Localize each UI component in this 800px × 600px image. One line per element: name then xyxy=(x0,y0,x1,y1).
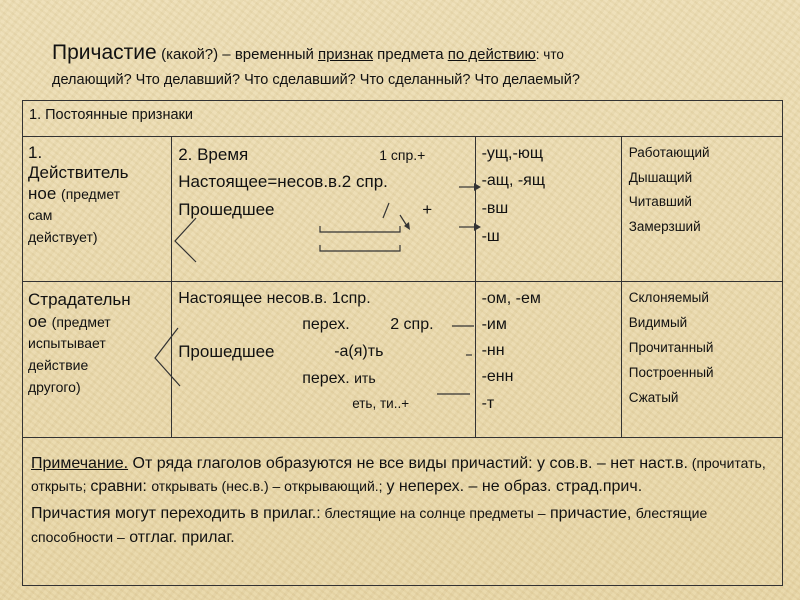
passive-past: Прошедшее xyxy=(178,342,275,361)
active-example-1: Работающий xyxy=(628,145,710,160)
table-row-active xyxy=(23,137,783,282)
cell-passive-category xyxy=(23,282,172,438)
active-example-2: Дышащий xyxy=(628,170,693,185)
title-po-deystviyu: по действию xyxy=(447,46,536,63)
active-example-3: Читавший xyxy=(628,194,692,209)
table-header: 1. Постоянные признаки xyxy=(23,101,783,137)
note-label: Примечание. xyxy=(31,455,129,472)
cell-active-suffixes xyxy=(475,137,621,282)
note-paragraph-2: Причастия могут переходить в прилаг.: блестящие на солнце предметы – причастие, блестящие способности – отглаг. прилаг. xyxy=(31,505,708,546)
passive-past-suffix: -а(я)ть xyxy=(334,343,384,360)
cell-active-examples xyxy=(621,137,782,282)
note-paragraph-1: Примечание. От ряда глаголов образуются не все виды причастий: у сов.в. – нет наст.в. (прочитать, открыть; сравни: открывать (нес.в.) – открывающий.; у неперех. – не образ. страд.прич. xyxy=(31,455,766,496)
active-suffix-3: -вш xyxy=(481,200,509,217)
passive-perekh2: перех. ить xyxy=(302,370,376,387)
note-cell xyxy=(23,438,783,586)
passive-example-5: Сжатый xyxy=(628,390,679,405)
active-category-word1: Действитель xyxy=(28,163,129,182)
participle-table xyxy=(22,100,783,586)
active-suffix-4: -ш xyxy=(481,228,500,245)
passive-suffix-2: -им xyxy=(481,316,507,333)
passive-example-4: Построенный xyxy=(628,365,714,380)
active-time-label: 2. Время xyxy=(178,145,249,164)
passive-category-word4: действие xyxy=(28,357,89,373)
cell-passive-examples xyxy=(621,282,782,438)
title-colon-what: : что xyxy=(535,47,564,62)
title-questions-line: делающий? Что делавший? Что сделавший? Что сделанный? Что делаемый? xyxy=(52,72,580,89)
cell-passive-time xyxy=(172,282,475,438)
active-suffix-1: -ущ,-ющ xyxy=(481,145,543,162)
title-predmeta: предмета xyxy=(372,46,448,63)
passive-suffix-1: -ом, -ем xyxy=(481,290,541,307)
active-present: Настоящее=несов.в.2 спр. xyxy=(178,172,388,191)
passive-et: еть, ти..+ xyxy=(352,396,410,411)
passive-category-word2: ое (предмет xyxy=(28,312,111,331)
active-category-num: 1. xyxy=(28,143,43,162)
passive-present: Настоящее несов.в. 1спр. xyxy=(178,290,371,307)
passive-conj2: 2 спр. xyxy=(390,316,434,333)
passive-suffix-3: -нн xyxy=(481,342,505,359)
title-dash: – временный xyxy=(218,46,319,63)
cell-active-category xyxy=(23,137,172,282)
passive-category-word5: другого) xyxy=(28,379,81,395)
passive-category-word3: испытывает xyxy=(28,335,106,351)
active-plus: + xyxy=(422,200,433,219)
passive-suffix-4: -енн xyxy=(481,368,514,385)
title-word: Причастие xyxy=(52,41,157,64)
passive-example-2: Видимый xyxy=(628,315,688,330)
passive-category-word1: Страдательн xyxy=(28,290,131,309)
active-suffix-2: -ащ, -ящ xyxy=(481,172,545,189)
active-category-word4: действует) xyxy=(28,229,98,245)
passive-example-3: Прочитанный xyxy=(628,340,714,355)
passive-perekh1: перех. xyxy=(302,316,350,333)
active-category-word3: сам xyxy=(28,207,53,223)
table-row-passive xyxy=(23,282,783,438)
page-title xyxy=(52,38,772,91)
cell-passive-suffixes xyxy=(475,282,621,438)
title-priznak: признак xyxy=(318,46,373,63)
active-category-word2: ное (предмет xyxy=(28,184,121,203)
passive-example-1: Склоняемый xyxy=(628,290,709,305)
active-past: Прошедшее xyxy=(178,200,275,219)
title-question: (какой?) xyxy=(161,46,219,63)
passive-suffix-5: -т xyxy=(481,395,495,412)
active-example-4: Замерзший xyxy=(628,219,701,234)
active-conj1: 1 спр.+ xyxy=(379,147,426,163)
cell-active-time xyxy=(172,137,475,282)
